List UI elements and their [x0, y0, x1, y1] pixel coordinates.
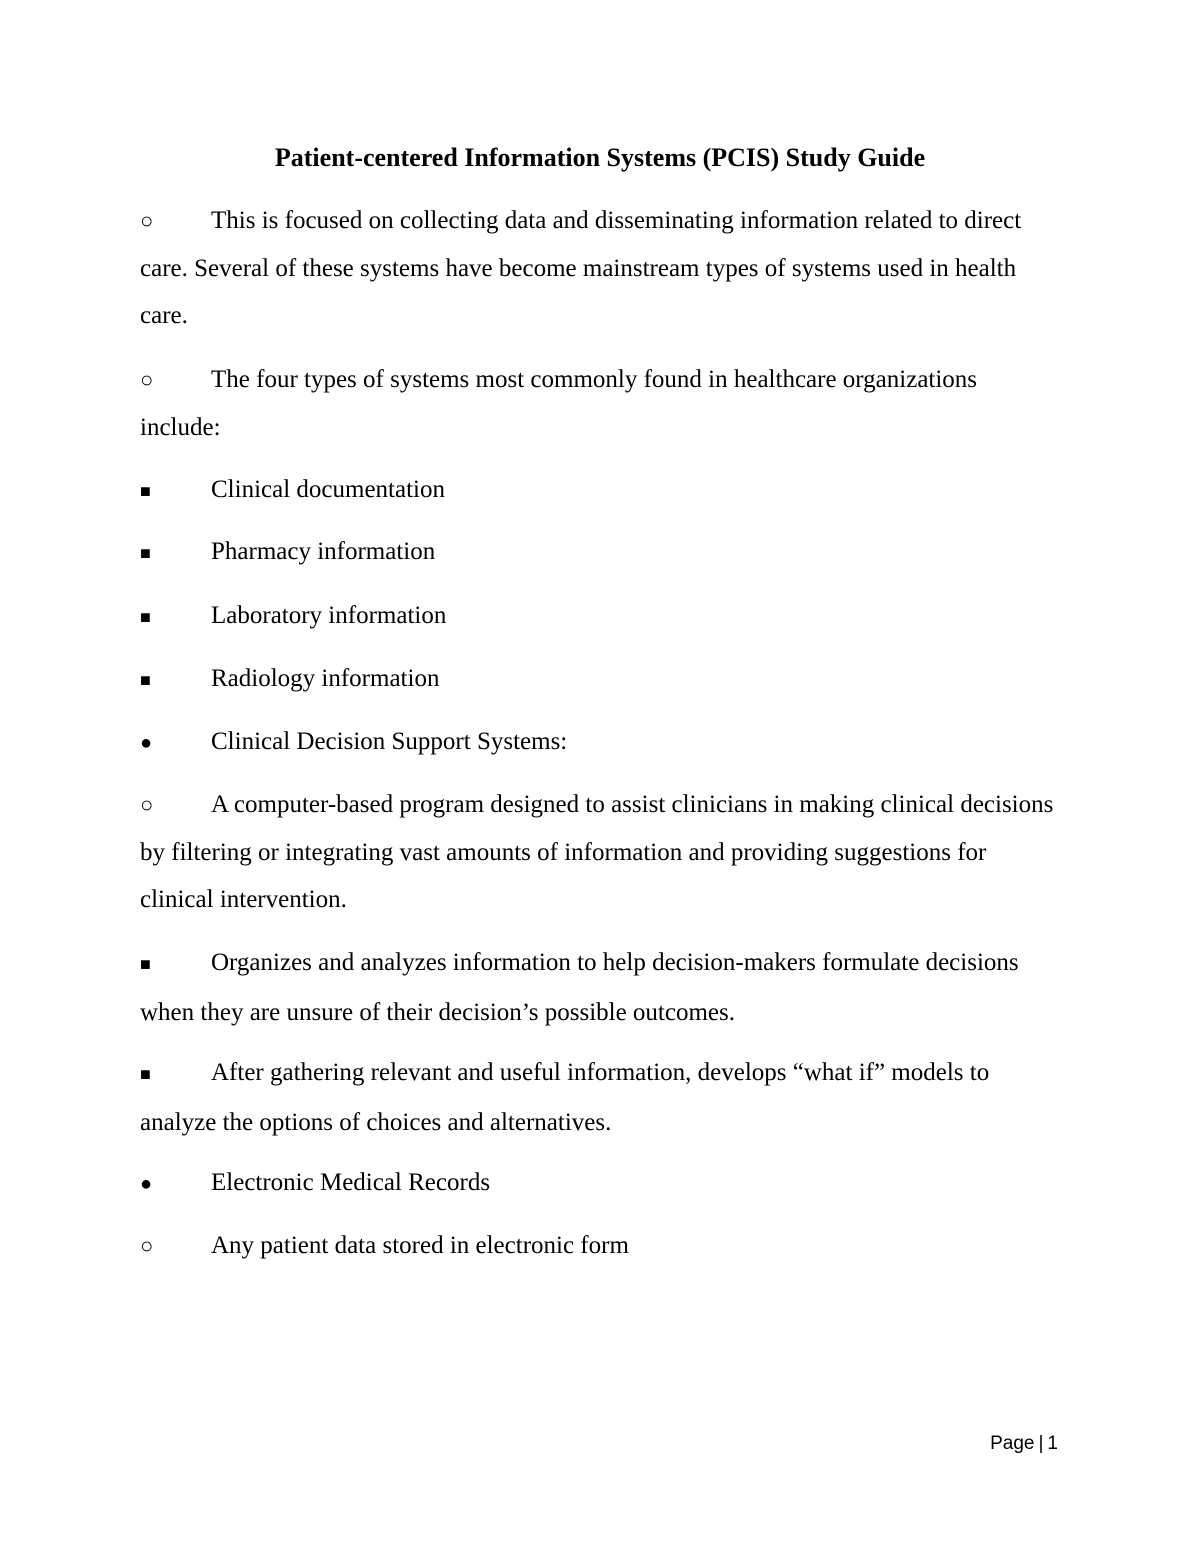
list-item [140, 781, 1060, 924]
list-item-text: The four types of systems most commonly found in healthcare organizations include: [140, 366, 978, 441]
list-item-text: A computer-based program designed to assist clinicians in making clinical decisions by filtering or integrating vast amounts of information and providing suggestions for clinical intervention. [140, 791, 1054, 913]
list-item-text: Organizes and analyzes information to help decision-makers formulate decisions when they are unsure of their decision’s possible outcomes. [140, 949, 1019, 1026]
filled-circle-bullet-icon: ● [140, 1173, 153, 1195]
list-item [140, 466, 1060, 516]
page-label: Page [990, 1433, 1035, 1454]
page-number-value: 1 [1047, 1433, 1058, 1454]
square-bullet-icon: ■ [140, 1064, 151, 1084]
page-separator: | [1038, 1433, 1044, 1454]
list-item-text: Electronic Medical Records [211, 1169, 491, 1196]
square-bullet-icon: ■ [140, 481, 151, 501]
list-item-text: Radiology information [211, 665, 440, 692]
hollow-circle-bullet-icon: ○ [140, 367, 154, 392]
square-bullet-icon: ■ [140, 543, 151, 563]
list-item-text: Clinical documentation [211, 476, 445, 503]
document-title: Patient-centered Information Systems (PCIS) Study Guide [274, 143, 926, 172]
list-item [140, 592, 1060, 642]
list-item [140, 1049, 1060, 1146]
list-item [140, 197, 1060, 340]
list-item-text: Laboratory information [211, 602, 447, 629]
list-item [140, 655, 1060, 705]
list-item [140, 718, 1060, 768]
list-item [140, 1222, 1060, 1270]
square-bullet-icon: ■ [140, 954, 151, 974]
square-bullet-icon: ■ [140, 670, 151, 690]
list-item [140, 939, 1060, 1036]
list-item-text: Any patient data stored in electronic form [211, 1232, 629, 1259]
page-number [990, 1430, 1058, 1458]
filled-circle-bullet-icon: ● [140, 732, 153, 754]
list-item-text: This is focused on collecting data and disseminating information related to direct care. Several of these systems have become mainstream types of systems used in health care. [140, 207, 1022, 329]
hollow-circle-bullet-icon: ○ [140, 208, 154, 233]
hollow-circle-bullet-icon: ○ [140, 1233, 154, 1258]
list-item [140, 356, 1060, 451]
list-item [140, 528, 1060, 578]
list-item-text: Clinical Decision Support Systems: [211, 728, 568, 755]
hollow-circle-bullet-icon: ○ [140, 792, 154, 817]
list-item-text: Pharmacy information [211, 538, 436, 565]
list-item-text: After gathering relevant and useful information, develops “what if” models to analyze the options of choices and alternatives. [140, 1059, 990, 1136]
list-item [140, 1159, 1060, 1209]
square-bullet-icon: ■ [140, 607, 151, 627]
